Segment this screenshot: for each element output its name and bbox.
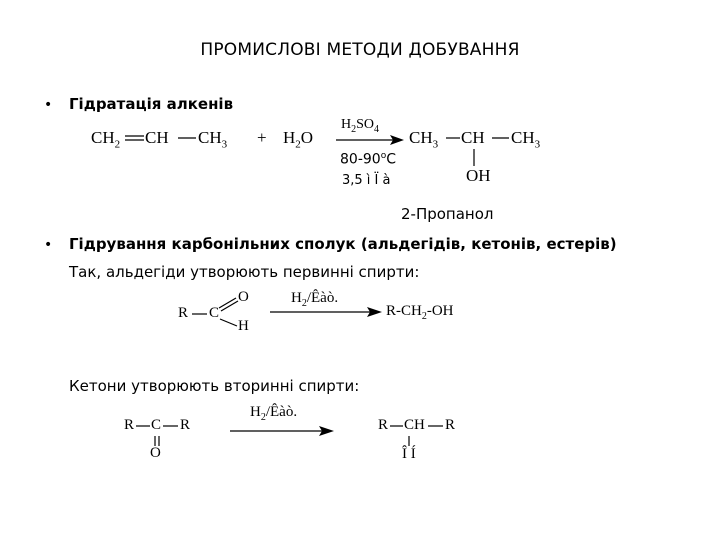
bullet-dot: • (44, 97, 53, 113)
subscript: 2 (260, 412, 266, 423)
formula-text: H (291, 290, 302, 306)
ketone-o: O (150, 445, 161, 461)
plus-sign: + (257, 128, 267, 147)
subscript: 2 (351, 123, 357, 135)
aldehyde-o: O (238, 289, 249, 305)
subscript: 3 (221, 138, 228, 151)
product-name: 2-Пропанол (401, 205, 494, 223)
alcohol-r-right: R (445, 417, 456, 433)
subscript: 2 (114, 138, 121, 151)
formula-text: /Êàò. (306, 290, 339, 306)
formula-text: H (250, 404, 261, 420)
subscript: 3 (432, 138, 439, 151)
subscript: 2 (301, 298, 307, 309)
formula-text: H (341, 117, 352, 132)
formula-text: /Êàò. (265, 404, 298, 420)
aldehyde-r: R (178, 305, 189, 321)
formula-text: CH (198, 128, 222, 147)
subscript: 4 (374, 123, 380, 135)
text-ketones: Кетони утворюють вторинні спирти: (69, 377, 360, 395)
ketone-r-right: R (180, 417, 191, 433)
bullet-hydration: Гідратація алкенів (69, 95, 234, 113)
formula-text: H (283, 128, 296, 147)
ketone-c: C (151, 417, 162, 433)
formula-ch2: CH (91, 128, 115, 147)
temperature-unit: С (386, 151, 396, 168)
formula-text: CH (409, 128, 433, 147)
condition-pressure: 3,5 ì Ï à (342, 173, 391, 188)
temperature-value: 80-90 (340, 151, 381, 168)
subscript: 3 (534, 138, 541, 151)
subscript: 2 (421, 311, 427, 322)
formula-text: CH (511, 128, 535, 147)
formula-text: O (300, 128, 314, 147)
subscript: 2 (295, 138, 301, 151)
degree-sign: о (380, 151, 387, 161)
formula-ch: CH (145, 128, 169, 147)
alcohol-ch: CH (404, 417, 425, 433)
formula-text: SO (356, 117, 375, 132)
bullet-hydrogenation: Гідрування карбонільних сполук (альдегідів, кетонів, естерів) (69, 235, 617, 253)
page-title: ПРОМИСЛОВІ МЕТОДИ ДОБУВАННЯ (200, 40, 520, 60)
formula-text: R-CH (386, 303, 422, 319)
text-aldehydes: Так, альдегіди утворюють первинні спирти: (69, 263, 420, 281)
product-oh: OH (466, 166, 491, 185)
alcohol-r-left: R (378, 417, 389, 433)
alcohol-oh: Î Í (402, 446, 416, 462)
ketone-r-left: R (124, 417, 135, 433)
aldehyde-c: C (209, 305, 220, 321)
bullet-dot: • (44, 237, 53, 253)
aldehyde-h: H (238, 318, 249, 334)
product-ch: CH (461, 128, 485, 147)
single-bond (220, 319, 237, 326)
formula-text: -OH (426, 303, 454, 319)
